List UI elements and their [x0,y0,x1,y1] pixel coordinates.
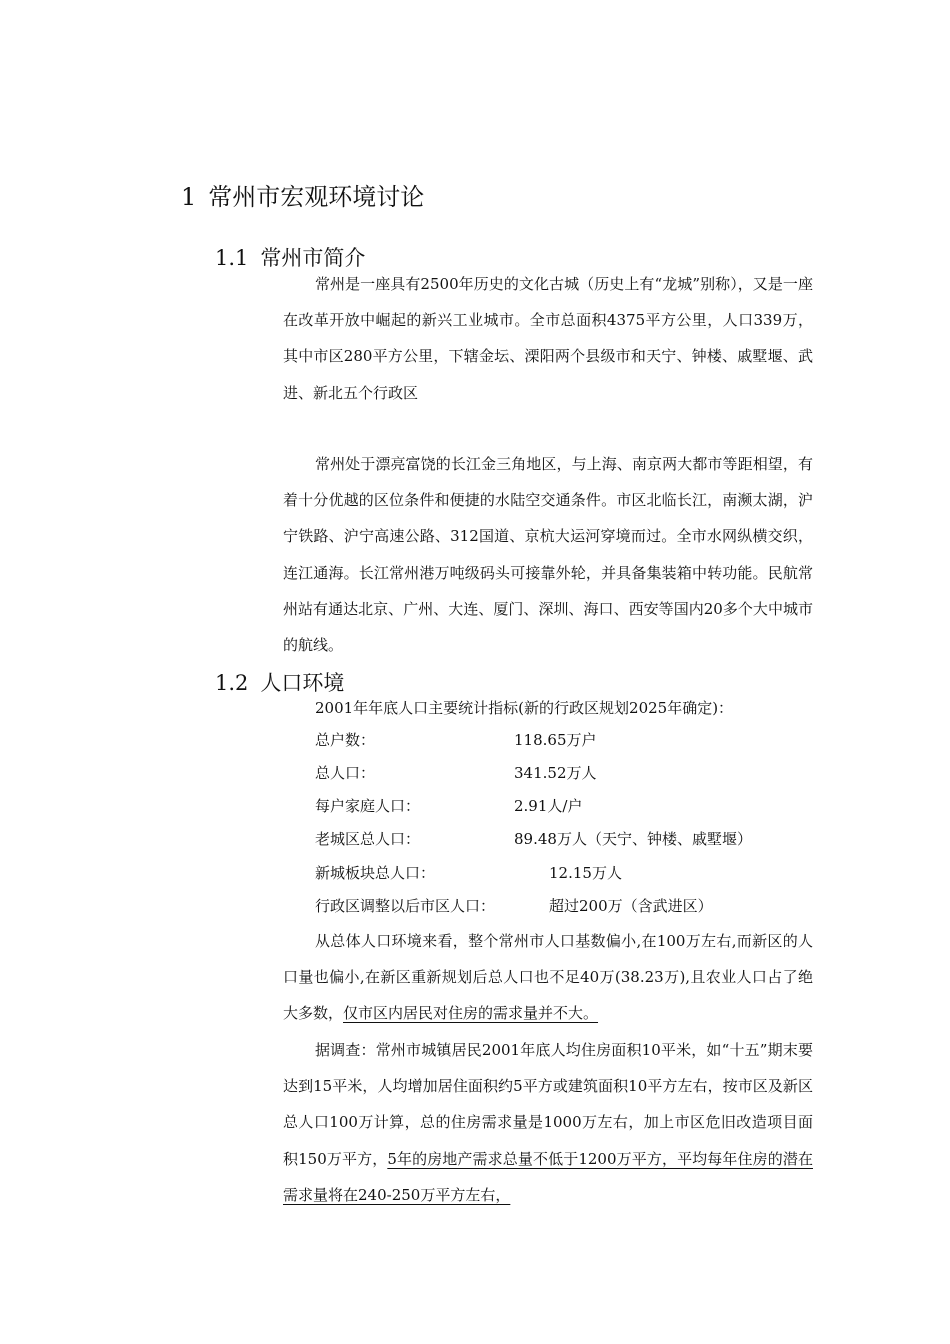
stat-value: 341.52万人 [514,764,597,782]
paragraph-city-intro: 常州是一座具有2500年历史的文化古城（历史上有“龙城”别称），又是一座在改革开放中崛起的新兴工业城市。全市总面积4375平方公里，人口339万，其中市区280平方公里，下辖金坛、溧阳两个县级市和天宁、钟楼、戚墅堰、武进、新北五个行政区 [283,275,813,402]
stat-row [315,890,815,923]
stat-label: 每户家庭人口： [315,797,421,815]
stat-label: 新城板块总人口： [315,864,436,882]
chapter-number: 1 [181,183,197,211]
stat-row [315,790,815,823]
stat-value: 89.48万人（天宁、钟楼、戚墅堰） [514,830,752,848]
stat-value: 超过200万（含武进区） [549,897,713,915]
stat-label: 行政区调整以后市区人口： [315,897,496,915]
paragraph-housing-survey [283,1032,813,1213]
stat-row [315,823,815,856]
stat-row [315,724,815,757]
stat-value: 12.15万人 [549,864,622,882]
underlined-conclusion: 仅市区内居民对住房的需求量并不大。 [343,1004,599,1023]
section-number: 1.1 [215,246,249,270]
chapter-title: 常州市宏观环境讨论 [208,183,425,211]
paragraph-population-analysis [283,923,813,1032]
stats-intro: 2001年年底人口主要统计指标(新的行政区规划2025年确定)： [315,699,734,717]
stat-value: 2.91人/户 [514,797,583,815]
section-number: 1.2 [215,671,249,695]
paragraph-text: 据调查：常州市城镇居民2001年底人均住房面积10平米，如“十五”期末要达到15平米，人均增加居住面积约5平方或建筑面积10平方左右，按市区及新区总人口100万计算，总的住房需求量是1000万左右，加上市区危旧改造项目面积150万平方， [283,1041,813,1168]
paragraph-location: 常州处于漂亮富饶的长江金三角地区，与上海、南京两大都市等距相望，有着十分优越的区位条件和便捷的水陆空交通条件。市区北临长江，南濒太湖，沪宁铁路、沪宁高速公路、312国道、京杭大运河穿境而过。全市水网纵横交织，连江通海。长江常州港万吨级码头可接靠外轮，并具备集装箱中转功能。民航常州站有通达北京、广州、大连、厦门、深圳、海口、西安等国内20多个大中城市的航线。 [283,455,813,655]
stat-value: 118.65万户 [514,731,597,749]
section-title: 人口环境 [260,671,345,695]
stat-label: 老城区总人口： [315,830,421,848]
chapter-heading [181,181,424,213]
stat-label: 总人口： [315,764,376,782]
section-heading-1-2 [215,669,344,697]
stat-label: 总户数： [315,731,376,749]
stat-row [315,857,815,890]
underlined-conclusion: 5年的房地产需求总量不低于1200万平方，平均每年住房的潜在需求量将在240-250万平方左右， [283,1149,813,1204]
section-title: 常州市简介 [260,246,366,270]
stat-row [315,757,815,790]
paragraph-text: 从总体人口环境来看，整个常州市人口基数偏小,在100万左右,而新区的人口量也偏小,在新区重新规划后总人口也不足40万(38.23万),且农业人口占了绝大多数， [283,932,813,1023]
